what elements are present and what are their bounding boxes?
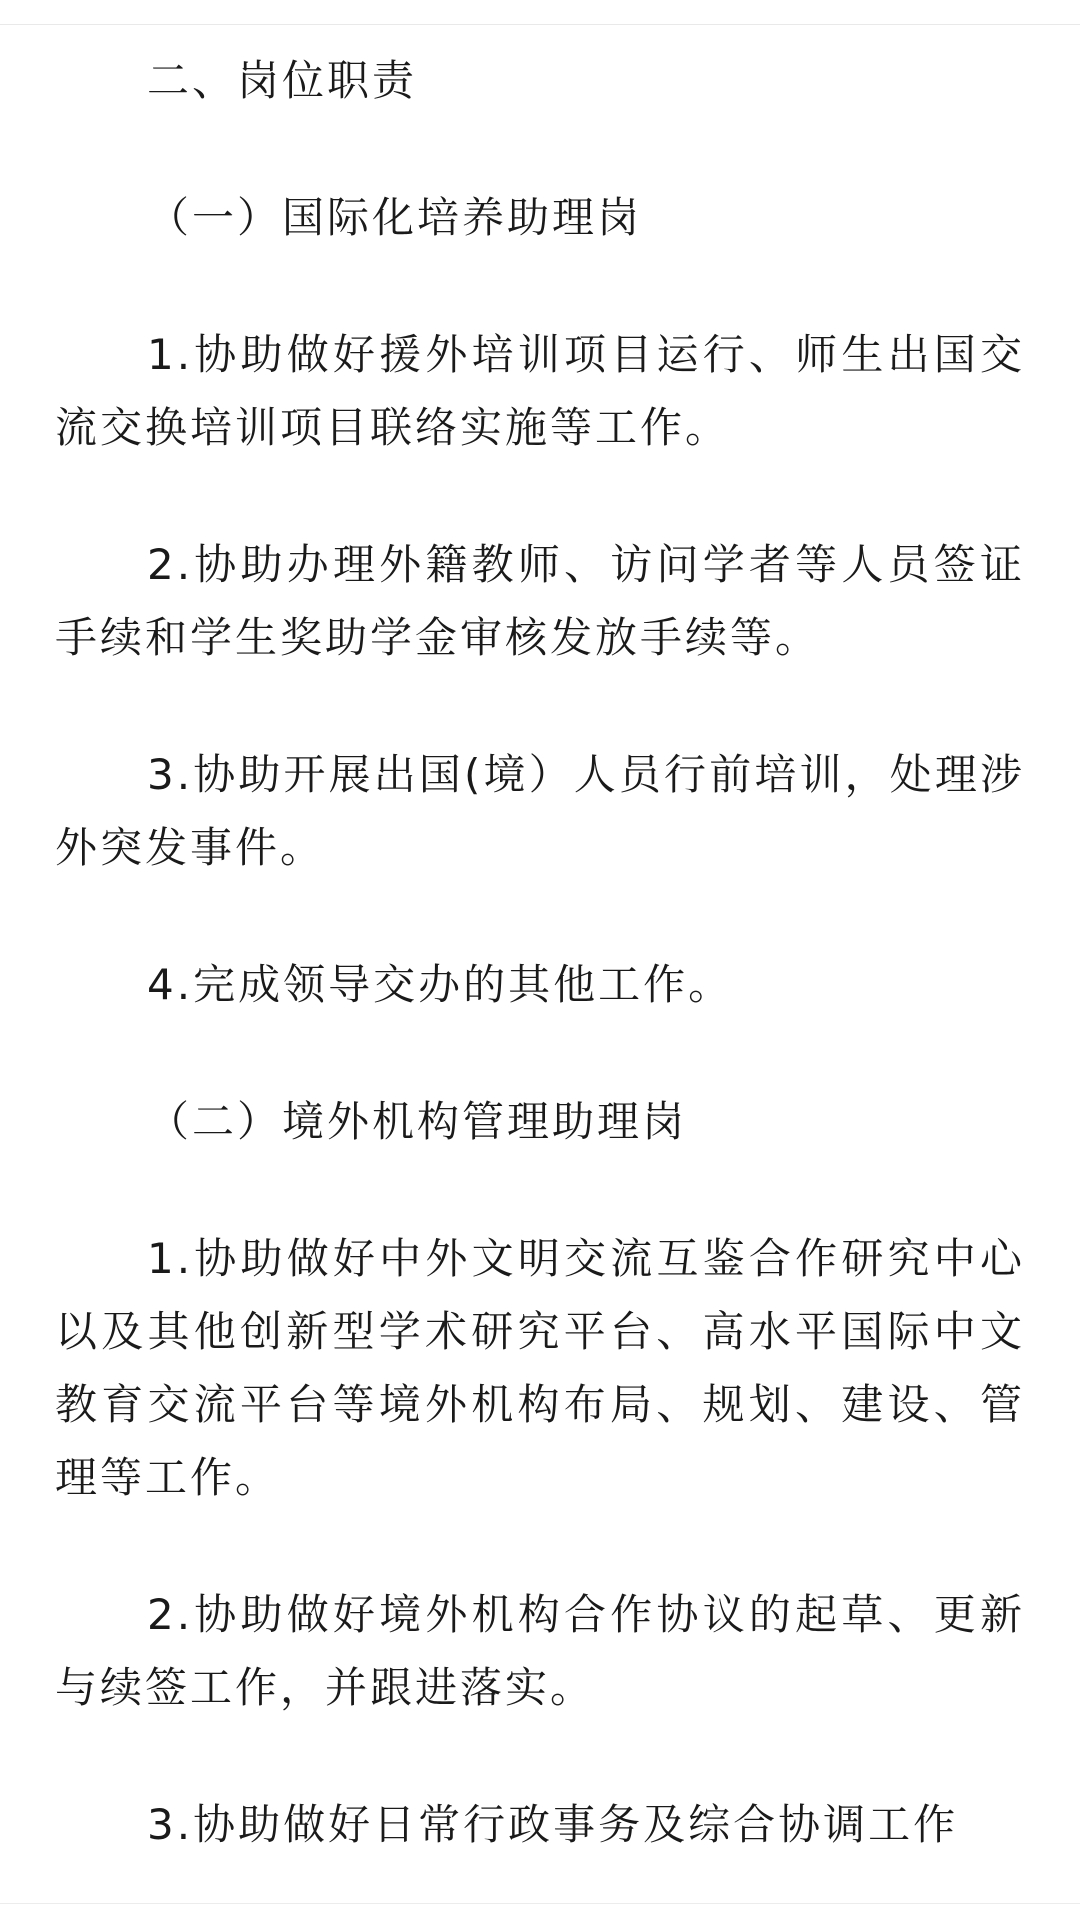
list-item: 1.协助做好援外培训项目运行、师生出国交流交换培训项目联络实施等工作。 [55,330,1025,452]
list-item: 4.完成领导交办的其他工作。 [147,960,734,1009]
subsection-title-1: （一）国际化培养助理岗 [147,193,643,242]
subsection-title-2: （二）境外机构管理助理岗 [147,1097,688,1146]
section-title: 二、岗位职责 [147,56,418,105]
list-item: 2.协助做好境外机构合作协议的起草、更新与续签工作，并跟进落实。 [55,1590,1025,1712]
list-item: 3.协助开展出国(境）人员行前培训，处理涉外突发事件。 [55,750,1025,872]
list-item: 2.协助办理外籍教师、访问学者等人员签证手续和学生奖助学金审核发放手续等。 [55,540,1025,662]
list-item: 1.协助做好中外文明交流互鉴合作研究中心以及其他创新型学术研究平台、高水平国际中文教育交流平台等境外机构布局、规划、建设、管理等工作。 [55,1234,1025,1502]
top-divider [0,0,1080,25]
article-body [55,44,1025,1925]
bottom-divider [0,1903,1080,1928]
list-item: 3.协助做好日常行政事务及综合协调工作 [147,1800,959,1849]
